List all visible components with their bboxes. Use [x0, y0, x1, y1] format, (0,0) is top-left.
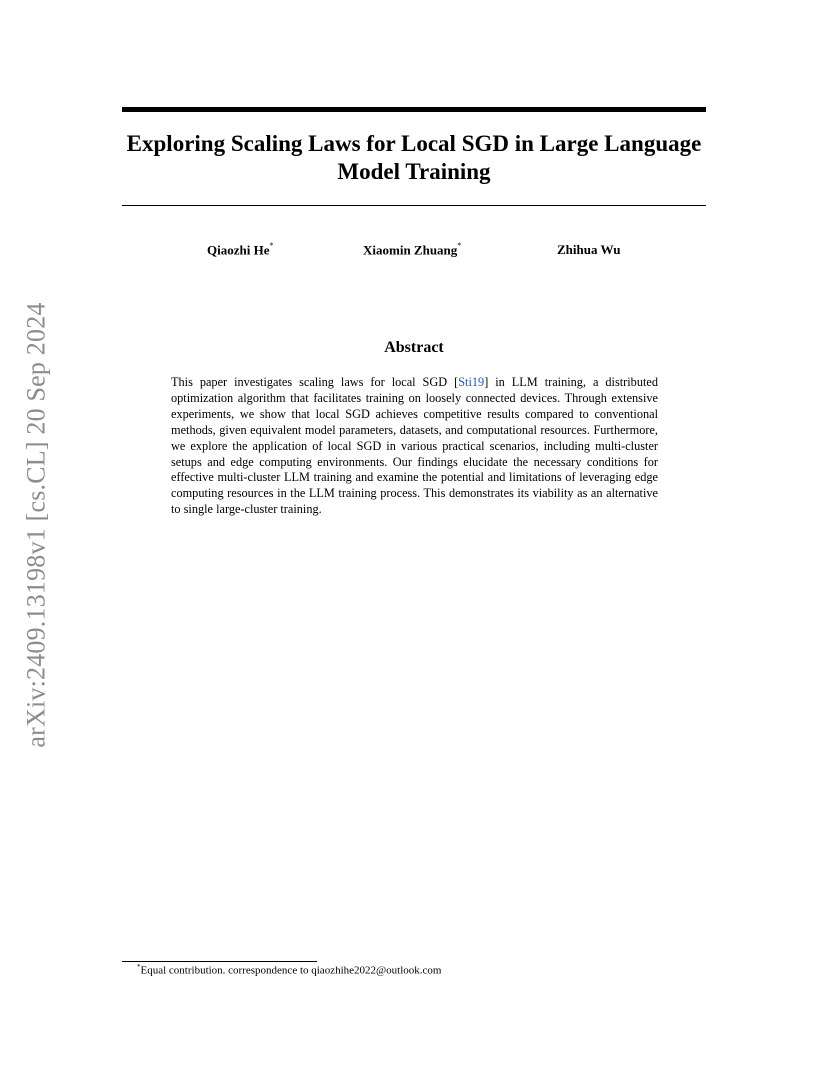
author-name: Qiaozhi He: [207, 242, 270, 258]
author-footnote-mark: *: [457, 241, 462, 250]
abstract-text-start: This paper investigates scaling laws for local SGD [: [171, 375, 459, 389]
author-footnote-mark: *: [269, 241, 274, 250]
abstract-body: [171, 375, 658, 518]
title-line-2: Model Training: [337, 159, 491, 184]
citation-link-sti19[interactable]: Sti19: [458, 375, 485, 389]
author-1: [207, 242, 273, 258]
abstract-heading: Abstract: [384, 339, 444, 356]
title-top-rule: [122, 107, 706, 112]
arxiv-identifier-text: arXiv:2409.13198v1 [cs.CL] 20 Sep 2024: [22, 302, 52, 748]
footnote: [137, 963, 441, 977]
footnote-mark: *: [137, 963, 141, 971]
title-bottom-rule: [122, 205, 706, 206]
author-name: Zhihua Wu: [557, 242, 621, 257]
abstract-text-rest: ] in LLM training, a distributed optimization algorithm that facilitates training on loosely connected devices. Through extensive experiments, we show that local SGD achieves competitive results compared to conventional methods, given equivalent model parameters, datasets, and computational resources. Furthermore, we explore the application of local SGD in various practical scenarios, including multi-cluster setups and edge computing environments. Our findings elucidate the necessary conditions for effective multi-cluster LLM training and examine the potential and limitations of leveraging edge computing resources in the LLM training process. This demonstrates its viability as an alternative to single large-cluster training.: [171, 375, 658, 517]
author-name: Xiaomin Zhuang: [363, 242, 458, 258]
author-2: [363, 242, 461, 258]
arxiv-identifier-stamp: [17, 290, 57, 760]
paper-title: [122, 130, 706, 186]
footnote-rule: [122, 961, 317, 962]
author-3: [557, 242, 620, 258]
footnote-text: Equal contribution. correspondence to qiaozhihe2022@outlook.com: [140, 964, 442, 977]
title-line-1: Exploring Scaling Laws for Local SGD in Large Language: [126, 131, 702, 156]
